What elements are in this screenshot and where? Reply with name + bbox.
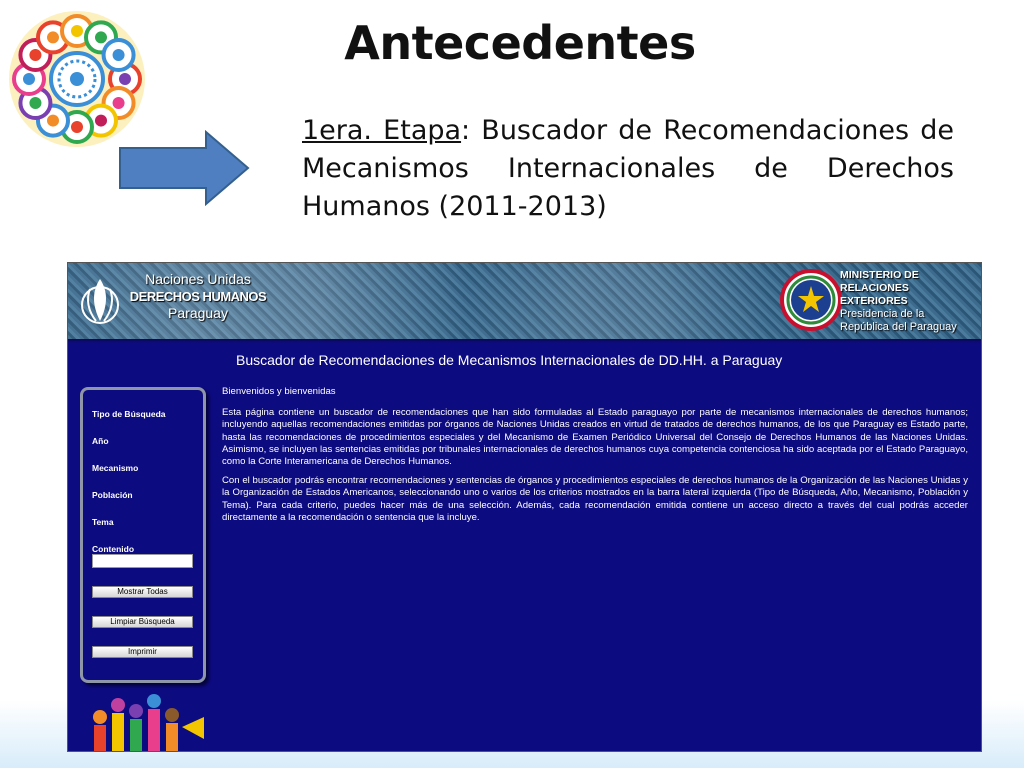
mre-line-3: Presidencia de la: [840, 308, 925, 320]
mre-line-1: MINISTERIO DE: [840, 269, 919, 281]
sidebar-item-anio[interactable]: Año: [92, 436, 109, 446]
sidebar-item-mecanismo[interactable]: Mecanismo: [92, 463, 139, 473]
un-office-name: [128, 271, 268, 322]
welcome-greeting: Bienvenidos y bienvenidas: [222, 386, 336, 397]
header-divider: [68, 339, 981, 343]
right-arrow-icon: [118, 130, 250, 206]
print-button[interactable]: Imprimir: [92, 646, 193, 658]
mre-line-2: RELACIONES EXTERIORES: [840, 282, 909, 307]
welcome-content: [222, 386, 968, 531]
search-sidebar: [80, 387, 206, 683]
stage-label: 1era. Etapa: [302, 115, 462, 146]
website-screenshot: [67, 262, 982, 752]
welcome-paragraph-2: Con el buscador podrás encontrar recomendaciones y sentencias de órganos y procedimientos especiales de derechos humanos de la Organización de las Naciones Unidas y la Organización de Estados Americanos, seleccionando uno o varios de los criterios mostrados en la barra lateral izquierda (Tipo de Búsqueda, Año, Mecanismo, Población y Tema). Para cada criterio, puedes hacer más de una selección. Además, cada recomendación emitida contiene un acceso directo a través del cual podrás acceder directamente a la recomendación o sentencia que la incluye.: [222, 475, 968, 523]
sidebar-item-poblacion[interactable]: Población: [92, 490, 133, 500]
sidebar-item-tema[interactable]: Tema: [92, 517, 114, 527]
un-line-2: DERECHOS HUMANOS: [129, 289, 267, 304]
show-all-button[interactable]: Mostrar Todas: [92, 586, 193, 598]
site-page-title: Buscador de Recomendaciones de Mecanismos Internacionales de DD.HH. a Paraguay: [236, 352, 783, 368]
flower-logo-icon: [6, 8, 148, 150]
contenido-label: Contenido: [92, 544, 135, 554]
sidebar-item-tipo-busqueda[interactable]: Tipo de Búsqueda: [92, 409, 166, 419]
mre-line-4: República del Paraguay: [840, 321, 957, 333]
slide-title: Antecedentes: [344, 16, 696, 70]
welcome-paragraph-1: Esta página contiene un buscador de recomendaciones que han sido formuladas al Estado paraguayo por parte de mecanismos internacionales de derechos humanos; incluyendo aquellas recomendaciones emitidas por órganos de Naciones Unidas creados en virtud de tratados de derechos humanos, de los que Paraguay es Estado parte, hasta las recomendaciones de procedimientos especiales y del Mecanismo de Examen Periódico Universal del Consejo de Derechos Humanos de las Naciones Unidas. Asimismo, se incluyen las sentencias emitidas por tribunales internacionales de derechos humanos cuya competencia contenciosa ha sido aceptada por el Estado Paraguayo, como la Corte Interamericana de Derechos Humanos.: [222, 407, 968, 468]
un-line-3: Paraguay: [168, 305, 228, 321]
un-human-rights-emblem-icon: [78, 271, 122, 331]
ministry-name: [840, 269, 978, 334]
clear-search-button[interactable]: Limpiar Búsqueda: [92, 616, 193, 628]
children-illustration-icon: [86, 687, 206, 751]
un-line-1: Naciones Unidas: [145, 271, 251, 287]
contenido-input[interactable]: [92, 554, 193, 568]
paraguay-seal-icon: [780, 269, 842, 331]
site-header: [68, 263, 981, 339]
slide-description: [302, 112, 954, 226]
stage-description: : Buscador de Recomendaciones de Mecanismos Internacionales de Derechos Humanos (2011-2013): [302, 115, 954, 222]
